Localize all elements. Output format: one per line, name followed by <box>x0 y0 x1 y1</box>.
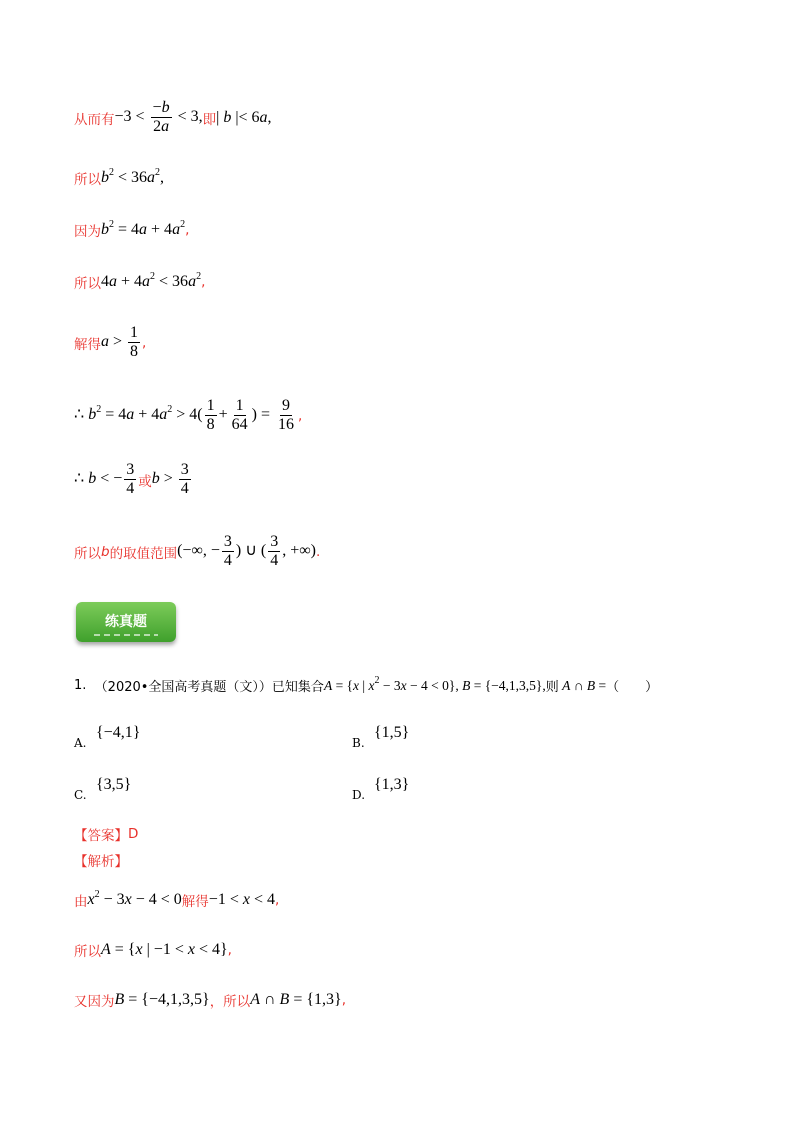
section-badge-label: 练真题 <box>105 614 147 630</box>
math-inequality: −3 < $\frac{-b}{2a}$ < 3, <box>114 99 203 135</box>
math-inequality: $b^2 < 36a^2$, <box>101 167 165 186</box>
option-c[interactable] <box>74 776 132 802</box>
option-letter: C. <box>74 788 87 802</box>
math-inequality: $4a + 4a^2 < 36a^2$ <box>101 271 202 290</box>
option-letter: B. <box>352 736 365 750</box>
math-inequality: −1 < x < 4 <box>208 891 275 908</box>
question-source: （2020•全国高考真题（文））已知集合 <box>94 680 324 695</box>
section-badge <box>76 602 176 642</box>
analysis-text: 所以 <box>74 944 101 960</box>
step-text: 即 <box>202 111 217 128</box>
math-set-definition: A = {x | $x^2 - 3x - 4 < 0$}, B = {−4,1,3,5}, <box>323 674 546 693</box>
step-text: 从而有 <box>74 111 115 128</box>
option-d[interactable] <box>352 776 410 802</box>
answer-line <box>74 824 138 844</box>
math-inequality: a > $\frac{1}{8}$ <box>101 324 139 360</box>
step-line-5: 解得 a > $\frac{1}{8}$ , <box>74 324 147 360</box>
option-value: {1,3} <box>374 776 410 793</box>
question-line <box>74 676 658 695</box>
option-value: {1,5} <box>374 724 410 741</box>
analysis-line-3: 又因为 B = {−4,1,3,5} ，所以 A ∩ B = {1,3} , <box>74 991 346 1010</box>
math-inequality: ∴ $b^2 = 4a + 4a^2 > 4$( $\frac{1}{8}$ + $\frac{1}{64}$ ) = $\frac{9}{16}$ <box>74 397 294 433</box>
analysis-label-line <box>74 850 128 870</box>
step-line-8: 所以 b 的取值范围 (−∞, − $\frac{3}{4}$ ) ∪ ( $\frac{3}{4}$ , +∞) . <box>74 533 321 569</box>
option-value: {3,5} <box>96 776 132 793</box>
math-inequality: | b |< 6a, <box>216 108 272 126</box>
math-inequality: b > $\frac{3}{4}$ <box>151 461 189 497</box>
question-number: 1. <box>74 678 87 693</box>
analysis-text: 解得 <box>181 894 209 910</box>
step-text: 的取值范围 <box>109 545 178 562</box>
answer-label: 【答案】 <box>74 828 128 844</box>
step-text: 所以 <box>74 276 101 292</box>
step-text: 解得 <box>74 336 101 353</box>
analysis-text: 又因为 <box>74 994 115 1010</box>
step-text: b <box>101 543 110 560</box>
analysis-label: 【解析】 <box>74 854 128 870</box>
step-line-1 <box>74 100 272 135</box>
math-interval: (−∞, − $\frac{3}{4}$ ) ∪ ( $\frac{3}{4}$ , +∞) <box>177 533 316 569</box>
math-set: A ∩ B = {1,3} <box>250 991 342 1008</box>
step-line-6: ∴ $b^2 = 4a + 4a^2 > 4$( $\frac{1}{8}$ + $\frac{1}{64}$ ) = $\frac{9}{16}$ , <box>74 397 303 433</box>
math-set-definition: A = {x | −1 < x < 4} <box>101 941 228 958</box>
analysis-line-1: 由 $x^2 - 3x - 4 < 0$ 解得 −1 < x < 4 , <box>74 889 280 910</box>
analysis-line-2: 所以 A = {x | −1 < x < 4} , <box>74 941 232 960</box>
option-letter: D. <box>352 788 366 802</box>
option-value: {−4,1} <box>96 724 141 741</box>
option-b[interactable] <box>352 724 410 750</box>
question-then: 则 <box>545 680 559 695</box>
step-line-4: 所以 $4a + 4a^2 < 36a^2$ , <box>74 271 206 292</box>
analysis-text: 由 <box>74 894 88 910</box>
question-paren: （ ） <box>606 680 659 695</box>
analysis-text: ，所以 <box>209 994 251 1010</box>
math-inequality: ∴ b < − $\frac{3}{4}$ <box>74 461 135 497</box>
step-line-2 <box>74 168 164 188</box>
answer-value: D <box>128 826 139 842</box>
step-text: 所以 <box>74 545 101 562</box>
math-expression: A ∩ B = <box>562 677 607 693</box>
math-set: B = {−4,1,3,5} <box>114 991 210 1008</box>
step-line-7 <box>74 462 193 497</box>
step-text: 所以 <box>74 172 101 188</box>
option-a[interactable] <box>74 724 141 750</box>
math-equation: $b^2 = 4a + 4a^2$ <box>101 219 186 238</box>
step-text: 因为 <box>74 224 101 240</box>
math-inequality: $x^2 - 3x - 4 < 0$ <box>87 889 182 908</box>
option-letter: A. <box>74 736 87 750</box>
step-text: 或 <box>138 473 152 490</box>
step-line-3: 因为 $b^2 = 4a + 4a^2$ , <box>74 219 190 240</box>
